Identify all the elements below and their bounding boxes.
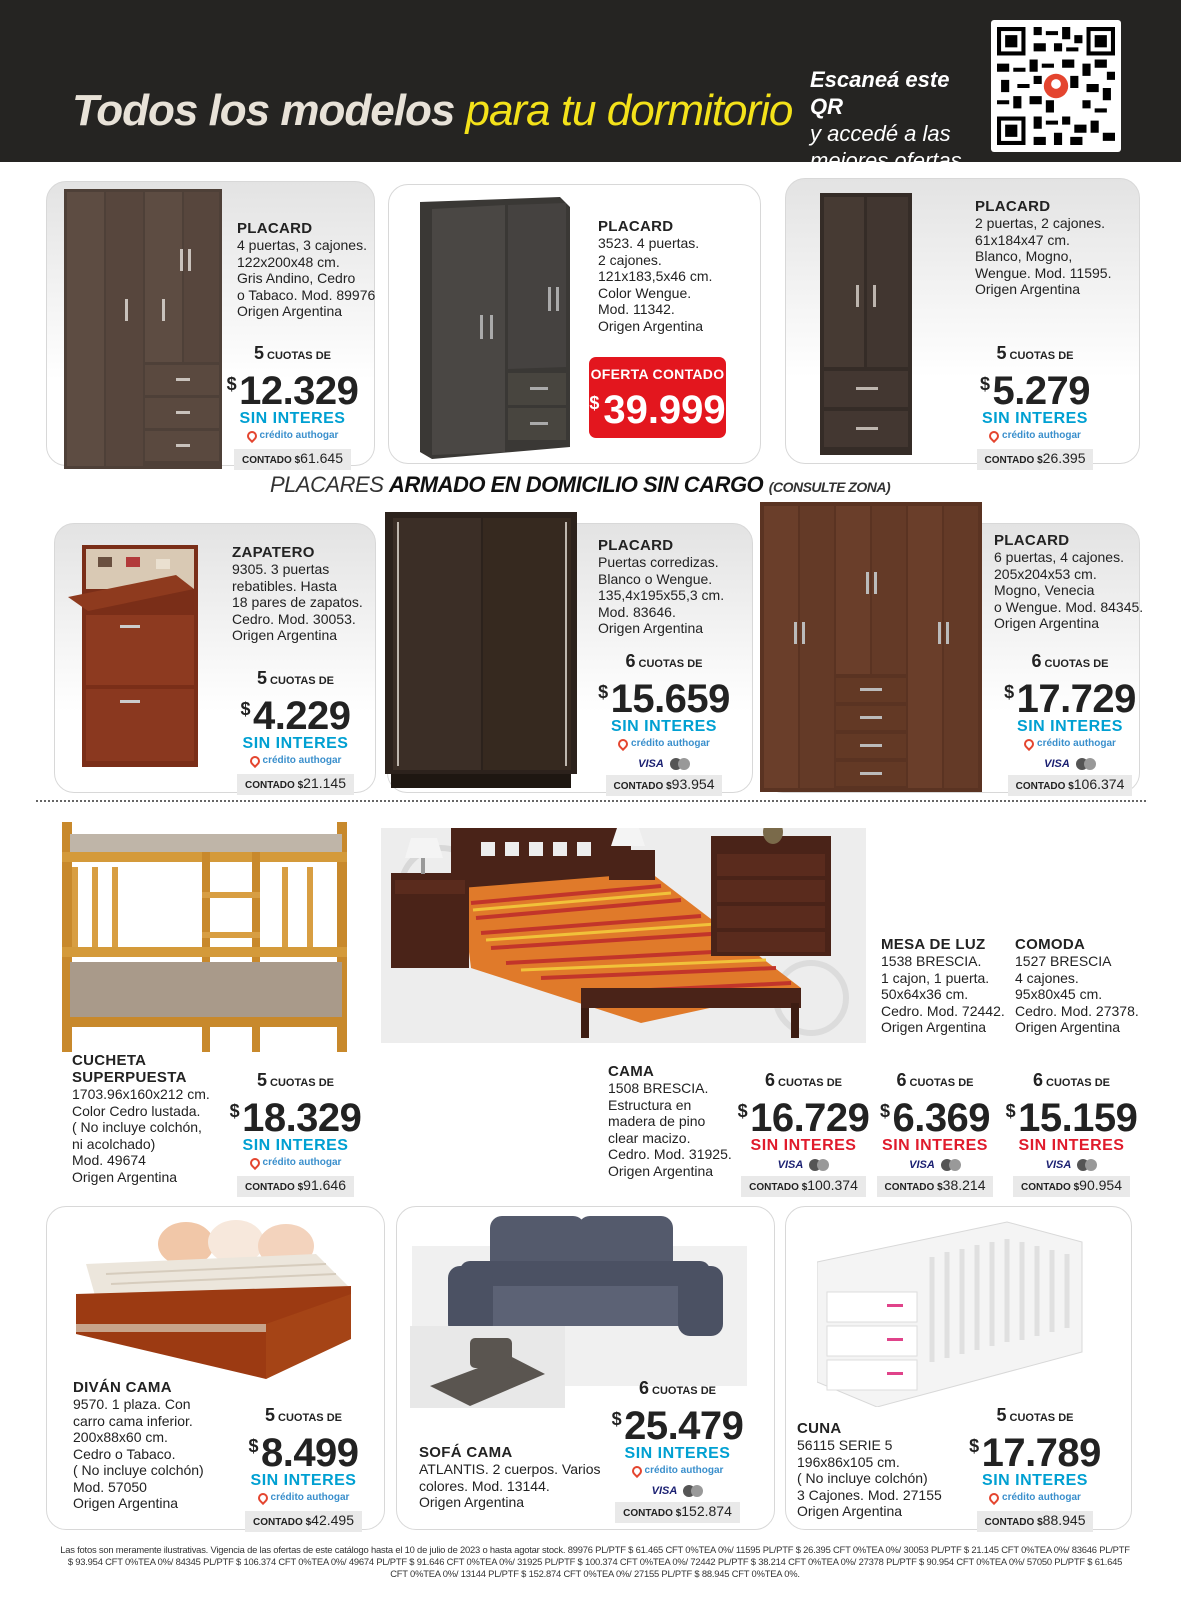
mastercard-icon <box>683 1485 703 1497</box>
qr-caption: Escaneá este QR y accedé a las mejores ofertas <box>810 67 962 173</box>
price-block: 5 CUOTAS DE $18.329 SIN INTERES crédito authogar CONTADO $91.646 <box>228 1071 363 1197</box>
legal-disclaimer: Las fotos son meramente ilustrativas. Vigencia de las ofertas de este catálogo hasta el 10 de julio de 2023 o hasta agotar stock. 89976 PL/PTF $ 61.465 CFT 0%TEA 0%/ 11595 PL/PTF $ 26.395 CFT 0%TEA 0%/ 30053 PL/PTF $ 21.145 CFT 0%TEA 0%/ 83646 PL/PTF $ 93.954 CFT 0%TEA 0%/ 84345 PL/PTF $ 106.374 CFT 0%TEA 0%/ 49674 PL/PTF $ 91.646 CFT 0%TEA 0%/ 31925 PL/PTF $ 100.374 CFT 0%TEA 0%/ 72442 PL/PTF $ 38.214 CFT 0%TEA 0%/ 27378 PL/PTF $ 90.954 CFT 0%TEA 0%/ 57050 PL/PTF $ 61.645 CFT 0%TEA 0%/ 13144 PL/PTF $ 152.874 CFT 0%TEA 0%/ 27155 PL/PTF $ 88.945 CFT 0%TEA 0%. <box>60 1544 1130 1579</box>
credit-authogar-logo: crédito authogar <box>247 429 339 443</box>
product-title: CUNA <box>797 1420 842 1437</box>
price-amount: 39.999 <box>603 388 726 432</box>
price-amount: 17.729 <box>1016 677 1136 721</box>
product-title: PLACARD <box>598 537 674 554</box>
price-amount: 15.159 <box>1018 1096 1138 1140</box>
product-title: PLACARD <box>237 220 313 237</box>
location-pin-icon <box>255 1491 269 1505</box>
location-pin-icon <box>987 429 1001 443</box>
product-description: 56115 SERIE 5 196x86x105 cm. ( No incluye colchón) 3 Cajones. Mod. 27155 Origen Argentina <box>797 1437 942 1519</box>
product-title: SOFÁ CAMA <box>419 1444 513 1461</box>
product-title: PLACARD <box>975 198 1051 215</box>
product-title: PLACARD <box>598 218 674 235</box>
mastercard-icon <box>809 1159 829 1171</box>
visa-logo: VISA <box>1045 1159 1072 1171</box>
shoe-rack-image <box>68 545 203 770</box>
price-amount: 4.229 <box>252 694 351 738</box>
price-block: 6 CUOTAS DE $15.659 SIN INTERES crédito authogar VISA CONTADO $93.954 <box>594 652 734 796</box>
visa-logo: VISA <box>777 1159 804 1171</box>
product-title: DIVÁN CAMA <box>73 1379 172 1396</box>
crib-image <box>817 1212 1087 1407</box>
price-block: 6 CUOTAS DE $6.369 SIN INTERES VISA CONTADO $38.214 <box>870 1071 1000 1197</box>
price-block: 5 CUOTAS DE $5.279 SIN INTERES crédito authogar CONTADO $26.395 <box>965 344 1105 470</box>
product-description: 1538 BRESCIA. 1 cajon, 1 puerta. 50x64x36 cm. Cedro. Mod. 72442. Origen Argentina <box>881 953 1005 1035</box>
product-title: MESA DE LUZ <box>881 936 986 953</box>
wardrobe-image <box>64 189 224 472</box>
credit-authogar-logo: crédito authogar <box>618 737 710 751</box>
wardrobe-image <box>820 193 915 458</box>
product-description: ATLANTIS. 2 cuerpos. Varios colores. Mod. 13144. Origen Argentina <box>419 1461 601 1510</box>
location-pin-icon <box>247 754 261 768</box>
product-description: 2 puertas, 2 cajones. 61x184x47 cm. Blanco, Mogno, Wengue. Mod. 11595. Origen Argentina <box>975 215 1112 297</box>
product-description: 1703.96x160x212 cm. Color Cedro lustada. ( No incluye colchón, ni acolchado) Mod. 49674 Origen Argentina <box>72 1086 210 1185</box>
price-block: 6 CUOTAS DE $15.159 SIN INTERES VISA CONTADO $90.954 <box>1004 1071 1139 1197</box>
product-description: 1527 BRESCIA 4 cajones. 95x80x45 cm. Cedro. Mod. 27378. Origen Argentina <box>1015 953 1139 1035</box>
mastercard-icon <box>1076 758 1096 770</box>
credit-authogar-logo: crédito authogar <box>989 1491 1081 1505</box>
product-description: 4 puertas, 3 cajones. 122x200x48 cm. Gris Andino, Cedro o Tabaco. Mod. 89976 Origen Argentina <box>237 237 376 319</box>
qr-code-icon <box>997 26 1115 146</box>
credit-authogar-logo: crédito authogar <box>632 1464 724 1478</box>
location-pin-icon <box>629 1464 643 1478</box>
visa-logo: VISA <box>638 758 664 770</box>
payment-cards <box>778 1157 830 1173</box>
product-title: CAMA <box>608 1063 655 1080</box>
payment-cards <box>1046 1157 1098 1173</box>
bedroom-set-image <box>381 828 866 1043</box>
price-amount: 15.659 <box>610 677 730 721</box>
mastercard-icon <box>1077 1159 1097 1171</box>
header <box>0 0 1181 173</box>
credit-authogar-logo: crédito authogar <box>250 1156 342 1170</box>
price-amount: 25.479 <box>624 1404 744 1448</box>
product-title: COMODA <box>1015 936 1086 953</box>
visa-logo: VISA <box>909 1159 935 1171</box>
location-pin-icon <box>244 429 258 443</box>
product-description: 6 puertas, 4 cajones. 205x204x53 cm. Mogno, Venecia o Wengue. Mod. 84345. Origen Argentina <box>994 549 1144 631</box>
payment-cards <box>909 1157 961 1173</box>
product-description: 1508 BRESCIA. Estructura en madera de pino clear macizo. Cedro. Mod. 31925. Origen Argentina <box>608 1080 732 1179</box>
page-title: Todos los modelos para tu dormitorio <box>72 86 793 135</box>
product-description: 9305. 3 puertas rebatibles. Hasta 18 pares de zapatos. Cedro. Mod. 30053. Origen Argentina <box>232 561 363 643</box>
qr-code[interactable] <box>991 20 1121 152</box>
price-block: 6 CUOTAS DE $25.479 SIN INTERES crédito authogar VISA CONTADO $152.874 <box>605 1379 750 1523</box>
day-bed-image <box>76 1214 356 1384</box>
sliding-wardrobe-image <box>385 512 580 789</box>
payment-cards <box>638 756 690 772</box>
mastercard-icon <box>670 758 690 770</box>
price-block: 6 CUOTAS DE $17.729 SIN INTERES crédito authogar VISA CONTADO $106.374 <box>1000 652 1140 796</box>
bunk-bed-image <box>62 812 352 1052</box>
price-amount: 5.279 <box>992 369 1091 413</box>
price-block: 5 CUOTAS DE $17.789 SIN INTERES crédito authogar CONTADO $88.945 <box>960 1406 1110 1532</box>
product-title: PLACARD <box>994 532 1070 549</box>
price-amount: 6.369 <box>892 1096 991 1140</box>
credit-authogar-logo: crédito authogar <box>1024 737 1116 751</box>
product-description: 9570. 1 plaza. Con carro cama inferior. 200x88x60 cm. Cedro o Tabaco. ( No incluye colchón) Mod. 57050 Origen Argentina <box>73 1396 204 1511</box>
wardrobe-image <box>760 502 985 794</box>
price-amount: 17.789 <box>981 1431 1101 1475</box>
location-pin-icon <box>247 1156 261 1170</box>
price-block: 5 CUOTAS DE $12.329 SIN INTERES crédito authogar CONTADO $61.645 <box>220 344 365 470</box>
payment-cards <box>1044 756 1096 772</box>
price-amount: 8.499 <box>260 1431 359 1475</box>
assembly-banner: PLACARES ARMADO EN DOMICILIO SIN CARGO (CONSULTE ZONA) <box>270 472 891 497</box>
credit-authogar-logo: crédito authogar <box>250 754 342 768</box>
visa-logo: VISA <box>651 1485 678 1497</box>
location-pin-icon <box>1022 737 1036 751</box>
price-block: 5 CUOTAS DE $8.499 SIN INTERES crédito authogar CONTADO $42.495 <box>236 1406 371 1532</box>
price-amount: 18.329 <box>242 1096 362 1140</box>
product-title: ZAPATERO <box>232 544 315 561</box>
product-title: CUCHETA SUPERPUESTA <box>72 1052 187 1086</box>
payment-cards <box>652 1483 704 1499</box>
wardrobe-image <box>420 197 570 459</box>
product-description: Puertas corredizas. Blanco o Wengue. 135,4x195x55,3 cm. Mod. 83646. Origen Argentina <box>598 554 725 636</box>
price-amount: 12.329 <box>239 369 359 413</box>
location-pin-icon <box>616 737 630 751</box>
credit-authogar-logo: crédito authogar <box>258 1491 350 1505</box>
oferta-contado-badge: OFERTA CONTADO $ 39.999 <box>589 357 726 438</box>
location-pin-icon <box>987 1491 1001 1505</box>
visa-logo: VISA <box>1044 758 1070 770</box>
mastercard-icon <box>941 1159 961 1171</box>
price-block: 5 CUOTAS DE $4.229 SIN INTERES crédito authogar CONTADO $21.145 <box>228 669 363 795</box>
section-divider <box>36 800 1146 802</box>
price-amount: 16.729 <box>750 1096 870 1140</box>
credit-authogar-logo: crédito authogar <box>989 429 1081 443</box>
price-block: 6 CUOTAS DE $16.729 SIN INTERES VISA CONTADO $100.374 <box>736 1071 871 1197</box>
product-description: 3523. 4 puertas. 2 cajones. 121x183,5x46 cm. Color Wengue. Mod. 11342. Origen Argentina <box>598 235 713 334</box>
